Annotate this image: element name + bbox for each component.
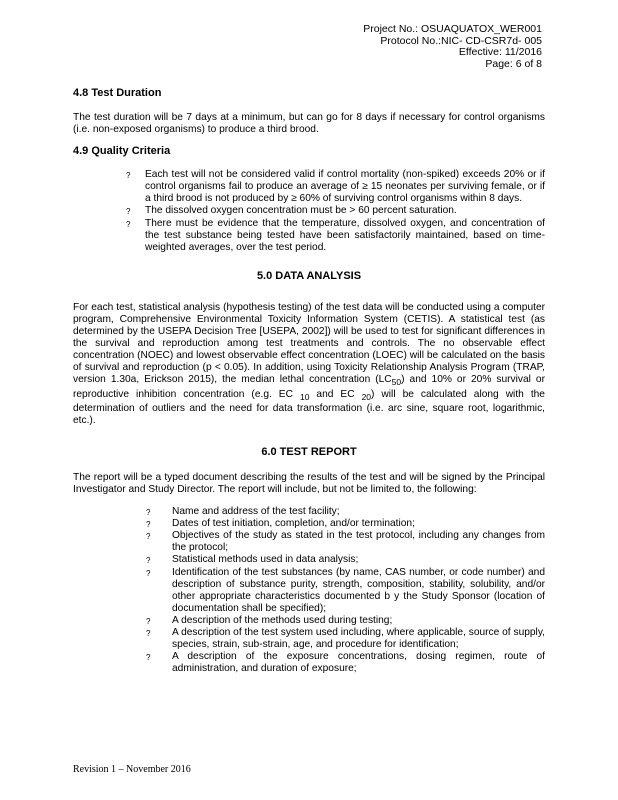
list-item: ? Statistical methods used in data analysis; — [146, 554, 359, 566]
section-5-0-heading: 5.0 DATA ANALYSIS — [256, 269, 362, 282]
list-item: ? A description of the exposure concentrations, dosing regimen, route of administration, and duration of exposure; — [146, 651, 545, 675]
section-4-8-heading: 4.8 Test Duration — [73, 87, 162, 99]
section-5-0-body: For each test, statistical analysis (hypothesis testing) of the test data will be conducted using a computer program, Comprehensive Environmental Toxicity Information System (CETIS). A statistical test (as determined by the USEPA Decision Tree [USEPA, 2002]) will be used to test for significant differences in the survival and reproduction among test treatments and controls. The no observable effect concentration (NOEC) and lowest observable effect concentration (LOEC) will be calculated on the basis of survival and reproduction (p < 0.05). In addition, using Toxicity Relationship Analysis Program (TRAP, version 1.30a, Erickson 2015), the median lethal concentration $(LC_{50})$ and 10% or 20% survival or reproductive inhibition concentration (e.g. EC $_{10}$ and EC $_{20}$) will be calculated along with the determination of outliers and the need for data transformation (i.e. arc sine, square root, logarithmic, etc.). — [73, 301, 545, 426]
bullet-icon: ? — [146, 616, 151, 626]
list-item: ? Each test will not be considered valid if control mortality (non-spiked) exceeds 20% or if control organisms fail to produce an average of ≥ 15 neonates per surviving female, or if a third brood is not produced by ≥ 60% of surviving control organisms within 8 days. — [126, 169, 545, 205]
list-item: ? There must be evidence that the temperature, dissolved oxygen, and concentration of the test substance being tested have been satisfactorily maintained, based on time-weighted averages, over the test period. — [126, 217, 545, 253]
bullet-icon: ? — [126, 219, 131, 229]
section-4-8-body: The test duration will be 7 days at a minimum, but can go for 8 days if necessary for control organisms (i.e. non-exposed organisms) to produce a third brood. — [73, 112, 545, 136]
section-4-9-heading: 4.9 Quality Criteria — [73, 145, 171, 158]
protocol-number: Protocol No.:NIC- CD-CSR7d- 005 — [380, 34, 542, 47]
list-item: ? A description of the test system used including, where applicable, source of supply, species, strain, sub-strain, age, and procedure for identification; — [146, 626, 545, 651]
bullet-icon: ? — [146, 532, 151, 542]
quality-criteria-list — [73, 169, 545, 254]
bullet-icon: ? — [146, 653, 151, 663]
list-item: ? Dates of test initiation, completion, and/or termination; — [146, 518, 415, 530]
bullet-icon: ? — [146, 520, 151, 530]
list-item: ? The dissolved oxygen concentration must be > 60 percent saturation. — [126, 205, 457, 217]
list-item: ? Identification of the test substances (by name, CAS number, or code number) and description of substance purity, strength, composition, stability, solubility, and/or other appropriate characteristics documented b y the Study Sponsor (location of documentation shall be specified); — [146, 566, 545, 614]
bullet-icon: ? — [146, 508, 151, 518]
bullet-icon: ? — [126, 171, 131, 181]
page-number: Page: 6 of 8 — [485, 57, 542, 70]
document-header — [363, 24, 542, 70]
project-number: Project No.: OSUAQUATOX_WER001 — [363, 23, 542, 35]
revision-footer: Revision 1 – November 2016 — [73, 764, 191, 775]
section-6-0-heading: 6.0 TEST REPORT — [261, 445, 357, 458]
document-body — [73, 86, 545, 675]
bullet-icon: ? — [146, 556, 151, 566]
section-6-0-intro: The report will be a typed document describing the results of the test and will be signed by the Principal Investigator and Study Director. The report will include, but not be limited to, the following: — [73, 471, 545, 495]
bullet-icon: ? — [146, 568, 151, 578]
effective-date: Effective: 11/2016 — [458, 46, 542, 59]
list-item: ? Objectives of the study as stated in the test protocol, including any changes from the protocol; — [146, 530, 545, 554]
bullet-icon: ? — [126, 207, 131, 217]
report-contents-list — [73, 506, 545, 675]
list-item: ? A description of the methods used during testing; — [146, 614, 393, 626]
bullet-icon: ? — [146, 628, 151, 638]
list-item: ? Name and address of the test facility; — [146, 506, 340, 518]
